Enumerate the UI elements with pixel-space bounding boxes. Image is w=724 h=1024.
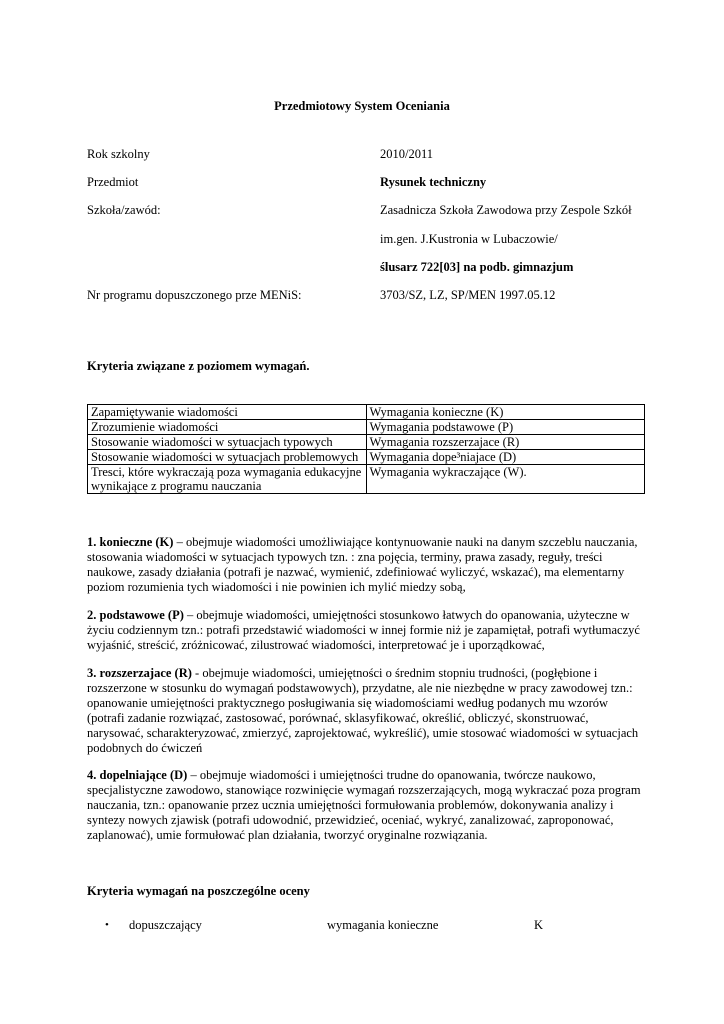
paragraph-podstawowe <box>87 608 647 653</box>
table-row <box>88 450 645 465</box>
paragraph-rozszerzajace <box>87 666 647 756</box>
table-row <box>88 465 645 494</box>
info-row-school-cont <box>87 232 647 247</box>
info-label: Nr programu dopuszczonego prze MENiS: <box>87 288 302 302</box>
table-cell: Tresci, które wykraczają poza wymagania edukacyjne wynikające z programu nauczania <box>88 465 367 494</box>
info-row-program-number <box>87 288 647 303</box>
grade-code: K <box>534 918 544 932</box>
paragraph-lead: 4. dopelniające (D) <box>87 768 188 782</box>
info-value: ślusarz 722[03] na podb. gimnazjum <box>380 260 574 274</box>
table-cell: Wymagania dope³niajace (D) <box>366 450 645 465</box>
info-value: 2010/2011 <box>380 147 434 161</box>
paragraph-lead: 3. rozszerzajace (R) <box>87 666 192 680</box>
grade-name: dopuszczający <box>129 918 202 932</box>
table-cell: Wymagania podstawowe (P) <box>366 420 645 435</box>
requirements-table <box>87 404 645 494</box>
grades-heading: Kryteria wymagań na poszczególne oceny <box>87 884 310 898</box>
paragraph-text: – obejmuje wiadomości umożliwiające kontynuowanie nauki na danym szczeblu nauczania, stosowania wiadomości w sytuacjach typowych tzn. : zna pojęcia, terminy, prawa zasady, reguły, treści naukowe, zasady działania (potrafi je nazwać, wymienić, zdefiniować wyliczyć, wskazać), ma elementarny poziom rozumienia tych wiadomości i nie powinien ich mylić miedzy sobą, <box>87 535 638 594</box>
table-row <box>88 435 645 450</box>
info-label: Rok szkolny <box>87 147 150 161</box>
paragraph-lead: 1. konieczne (K) <box>87 535 174 549</box>
info-value: Zasadnicza Szkoła Zawodowa przy Zespole Szkół <box>380 203 632 217</box>
list-item <box>87 918 647 933</box>
paragraph-dopelniajace <box>87 768 647 843</box>
table-row <box>88 420 645 435</box>
table-cell: Zrozumienie wiadomości <box>88 420 367 435</box>
bullet-icon: • <box>105 919 109 931</box>
page-title: Przedmiotowy System Oceniania <box>274 99 450 113</box>
info-row-subject <box>87 175 647 190</box>
table-cell: Stosowanie wiadomości w sytuacjach problemowych <box>88 450 367 465</box>
info-value: im.gen. J.Kustronia w Lubaczowie/ <box>380 232 558 246</box>
paragraph-text: – obejmuje wiadomości, umiejętności stosunkowo łatwych do opanowania, użyteczne w życiu codziennym tzn.: potrafi przedstawić wiadomości w innej formie niż je zapamiętał, potrafi wytłumaczyć wyjaśnić, streścić, zróżnicować, zilustrować wiadomości, interpretować je i uporządkować, <box>87 608 640 652</box>
info-value: Rysunek techniczny <box>380 175 487 189</box>
table-cell: Wymagania rozszerzajace (R) <box>366 435 645 450</box>
info-value: 3703/SZ, LZ, SP/MEN 1997.05.12 <box>380 288 556 302</box>
info-label: Przedmiot <box>87 175 139 189</box>
table-cell: Stosowanie wiadomości w sytuacjach typowych <box>88 435 367 450</box>
table-cell: Wymagania konieczne (K) <box>366 405 645 420</box>
info-label: Szkoła/zawód: <box>87 203 161 217</box>
paragraph-lead: 2. podstawowe (P) <box>87 608 184 622</box>
paragraph-text: - obejmuje wiadomości, umiejętności o średnim stopniu trudności, (pogłębione i rozszerzone w stosunku do wymagań podstawowych), przydatne, ale nie niezbędne w pracy zawodowej tzn.: opanowanie umiejętności praktycznego posługiwania się wiadomościami według podanych mu wzorów (potrafi zadanie rozwiązać, zastosować, porównać, sklasyfikować, określić, obliczyć, skonstruować, narysować, scharakteryzować, zmierzyć, zaprojektować, wykreślić), umie stosować wiadomości w sytuacjach podobnych do ćwiczeń <box>87 666 639 755</box>
info-row-school <box>87 203 647 218</box>
table-cell: Wymagania wykraczające (W). <box>366 465 645 494</box>
info-row-profession <box>87 260 647 275</box>
table-cell: Zapamiętywanie wiadomości <box>88 405 367 420</box>
grade-requirement: wymagania konieczne <box>327 918 439 932</box>
info-row-school-year <box>87 147 647 162</box>
table-row <box>88 405 645 420</box>
paragraph-text: – obejmuje wiadomości i umiejętności trudne do opanowania, twórcze naukowo, specjalistyczne zawodowo, stanowiące rozwinięcie wymagań rozszerzających, mogą wykraczać poza program nauczania, tzn.: opanowanie przez ucznia umiejętności formułowania problemów, dokonywania analizy i syntezy nowych zjawisk (potrafi udowodnić, przewidzieć, oceniać, wykryć, zanalizować, zaproponować, zaplanować), umie formułować plan działania, tworzyć oryginalne rozwiązania. <box>87 768 641 842</box>
criteria-heading: Kryteria związane z poziomem wymagań. <box>87 359 310 373</box>
paragraph-konieczne <box>87 535 647 595</box>
